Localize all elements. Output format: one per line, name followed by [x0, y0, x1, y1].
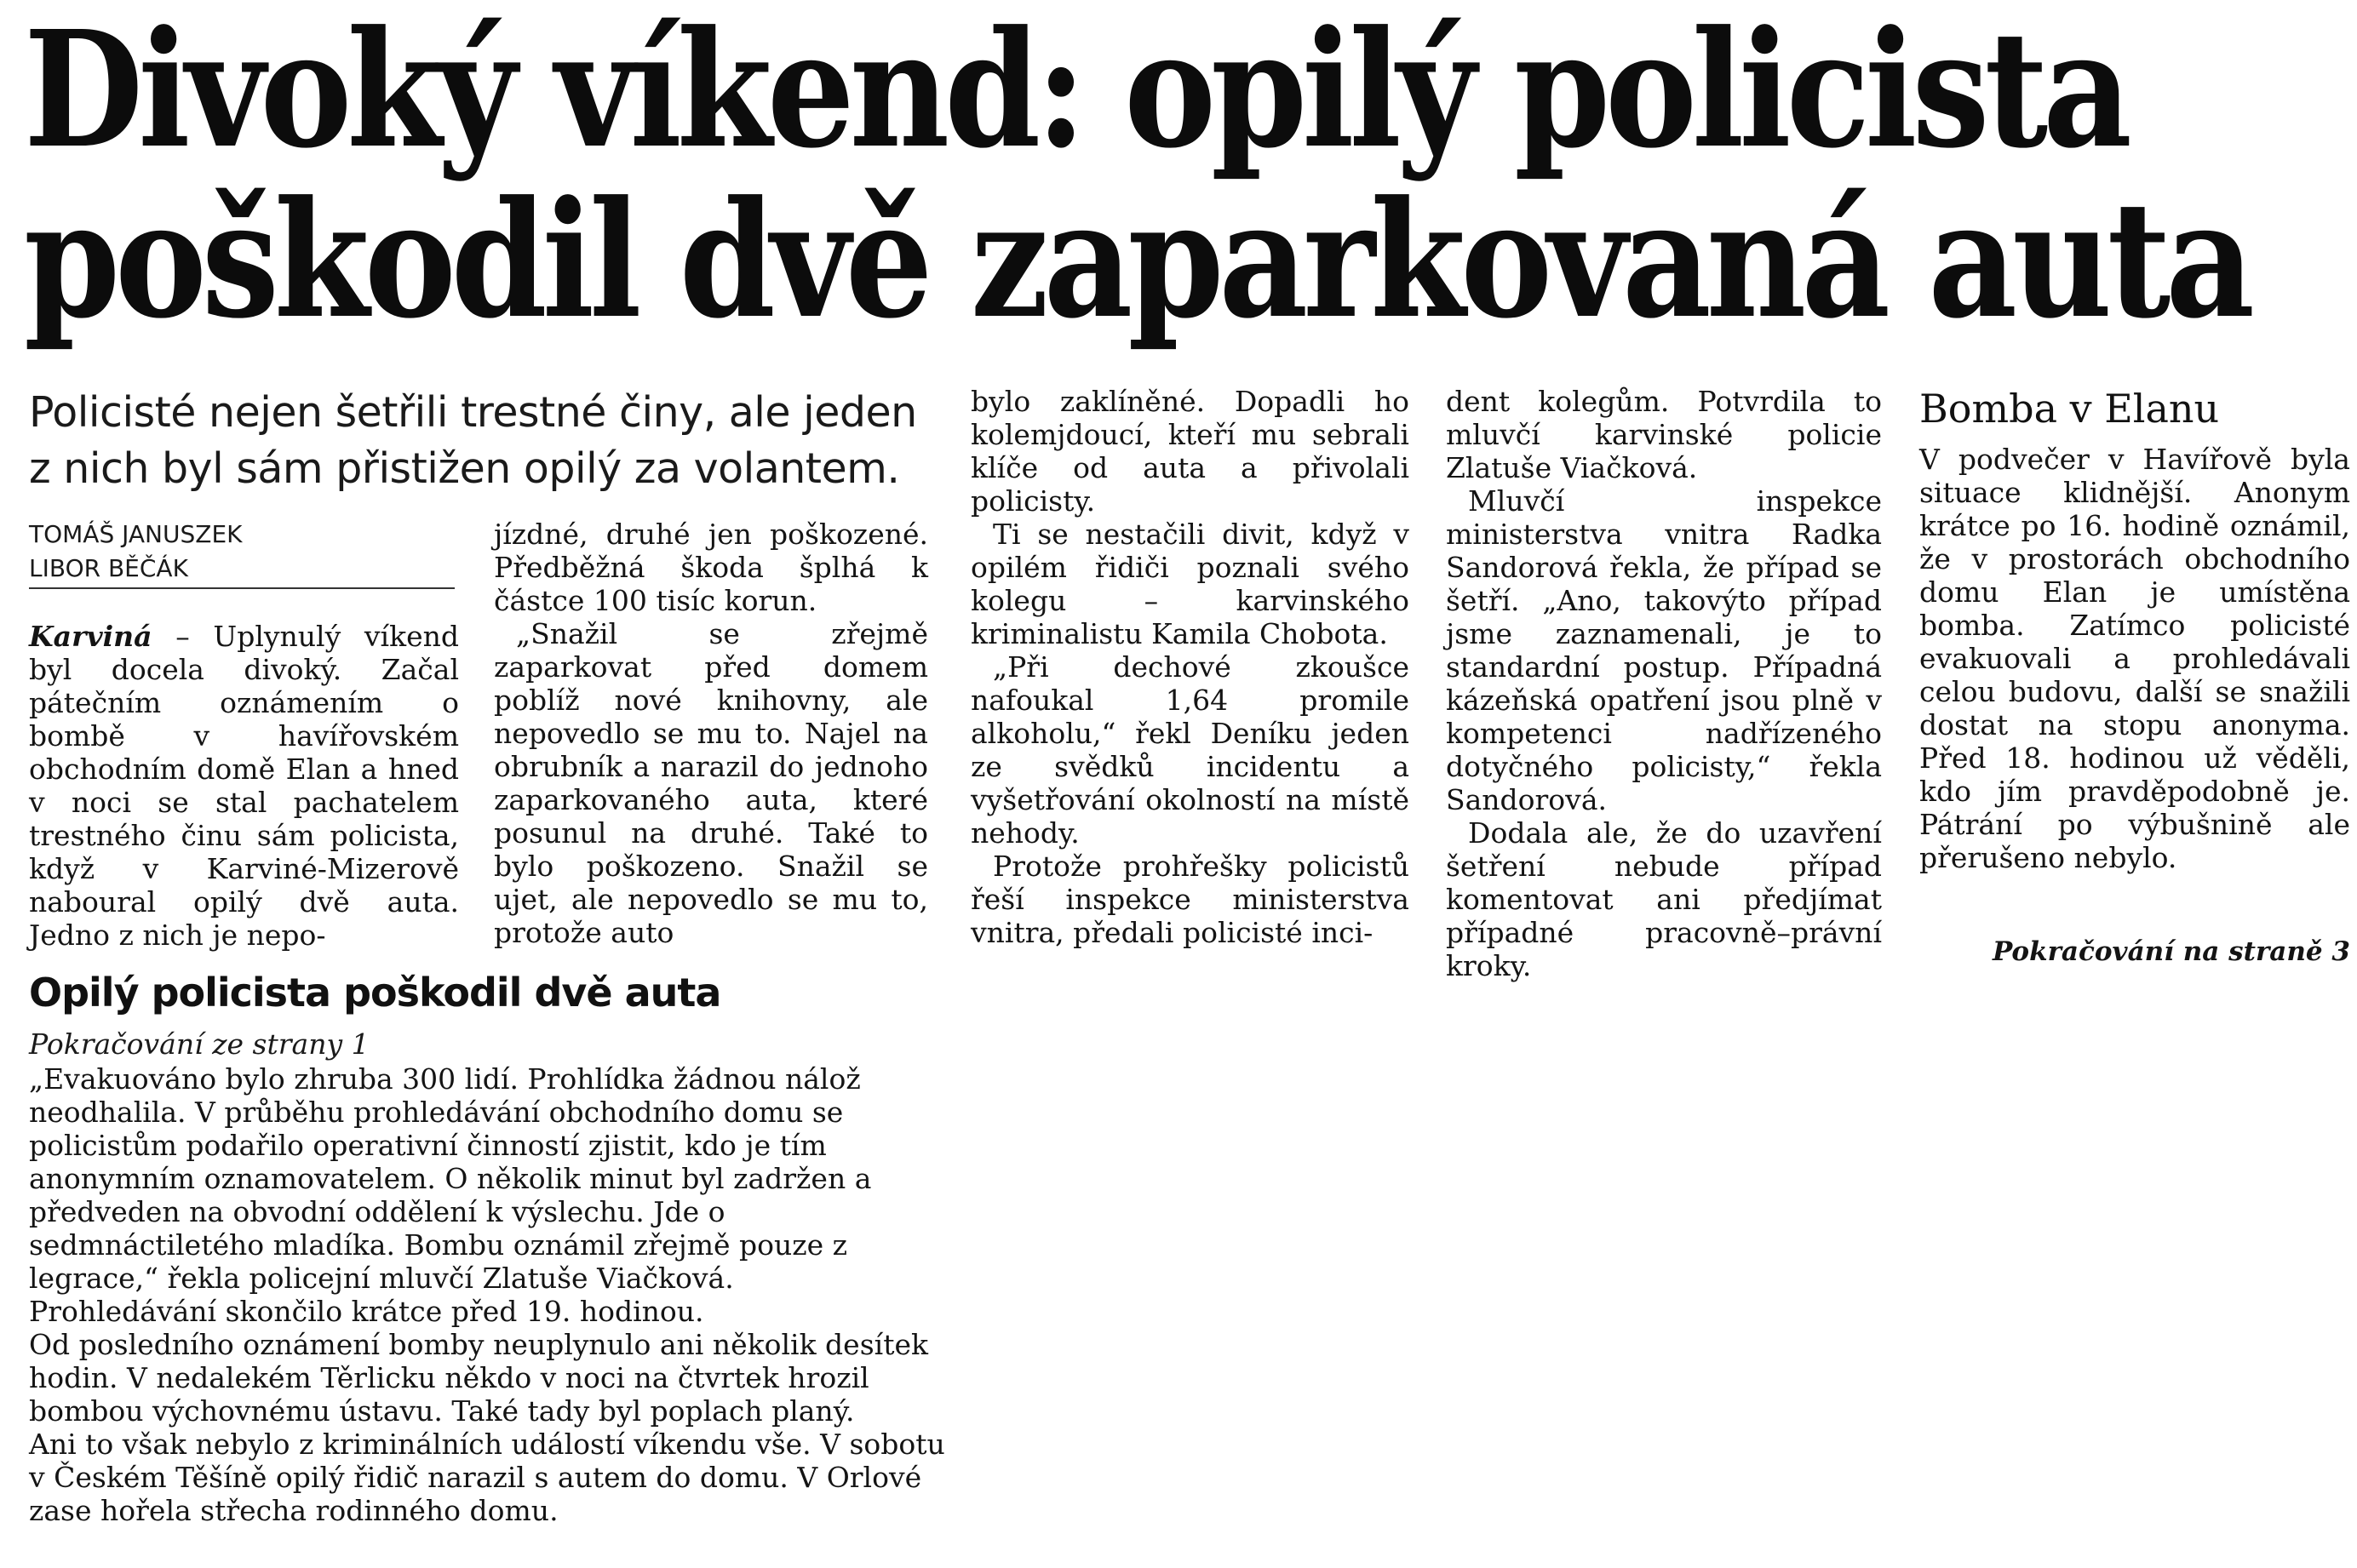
continued-note: Pokračování na straně 3 — [1992, 936, 2350, 967]
author-name: LIBOR BĚČÁK — [29, 554, 188, 582]
continuation-paragraph: Prohledávání skončilo krátce před 19. hodinou. — [29, 1295, 704, 1328]
article-paragraph: Mluvčí inspekce ministerstva vnitra Radka Sandorová řekla, že případ se šetří. „Ano, takovýto případ jsme zaznamenali, je to standardní postup. Případná kázeňská opatření jsou plně v kompetenci nadřízeného dotyčného policisty,“ řekla Sandorová. — [1446, 484, 1882, 816]
article-paragraph: Protože prohřešky policistů řeší inspekce ministerstva vnitra, předali policisté inci- — [971, 850, 1409, 949]
sidebar-paragraph: V podvečer v Havířově byla situace klidnější. Anonym krátce po 16. hodině oznámil, že v prostorách obchodního domu Elan je umístěna bomba. Zatímco policisté evakuovali a prohledávali celou budovu, další se snažili dostat na stopu anonyma. Před 18. hodinou už věděli, kdo jím pravděpodobně je. Pátrání po výbušnině ale přerušeno nebylo. — [1919, 443, 2350, 874]
article-paragraph: bylo zaklíněné. Dopadli ho kolemjdoucí, kteří mu sebrali klíče od auta a přivolali policisty. — [971, 385, 1409, 518]
article-paragraph: „Snažil se zřejmě zaparkovat před domem poblíž nové knihovny, ale nepovedlo se mu to. Najel na obrubník a narazil do jednoho zaparkovaného auta, které posunul na druhé. Také to bylo poškozeno. Snažil se ujet, ale nepovedlo se mu to, protože auto — [494, 617, 928, 949]
article-text: – Uplynulý víkend byl docela divoký. Začal pátečním oznámením o bombě v havířovském obchodním domě Elan a hned v noci se stal pachatelem trestného činu sám policista, když v Karviné-Mizerově naboural opilý dvě auta. Jedno z nich je nepo- — [29, 620, 459, 952]
continuation-title: Opilý policista poškodil dvě auta — [29, 970, 721, 1016]
lead-line-2: z nich byl sám přistižen opilý za volantem. — [29, 444, 900, 493]
lead-paragraph — [29, 385, 923, 497]
continuation-body — [29, 1062, 957, 1527]
sidebar-column — [1919, 443, 2350, 874]
author-name: TOMÁŠ JANUSZEK — [29, 520, 243, 548]
article-paragraph: Dodala ale, že do uzavření šetření nebude případ komentovat ani předjímat případné pracovně–právní kroky. — [1446, 816, 1882, 982]
byline-divider — [29, 587, 455, 589]
headline — [24, 0, 2251, 354]
byline — [29, 518, 455, 586]
article-paragraph: jízdné, druhé jen poškozené. Předběžná škoda šplhá k částce 100 tisíc korun. — [494, 518, 928, 617]
article-paragraph — [29, 620, 459, 952]
continuation-paragraph: Ani to však nebylo z kriminálních událostí víkendu vše. V sobotu v Českém Těšíně opilý řidič narazil s autem do domu. V Orlové zase hořela střecha rodinného domu. — [29, 1428, 945, 1527]
article-paragraph: „Při dechové zkoušce nafoukal 1,64 promile alkoholu,“ řekl Deníku jeden ze svědků incidentu a vyšetřování okolností na místě nehody. — [971, 650, 1409, 850]
dateline: Karviná — [29, 620, 152, 653]
headline-line-2: poškodil dvě zaparkovaná auta — [24, 166, 2251, 354]
lead-line-1: Policisté nejen šetřili trestné činy, ale jeden — [29, 388, 917, 437]
headline-line-1: Divoký víkend: opilý policista — [24, 0, 2127, 184]
article-column-1 — [29, 620, 459, 952]
continuation-from-note: Pokračování ze strany 1 — [29, 1027, 370, 1061]
sidebar-title: Bomba v Elanu — [1919, 386, 2220, 432]
continuation-paragraph: Od posledního oznámení bomby neuplynulo ani několik desítek hodin. V nedalekém Těrlicku někdo v noci na čtvrtek hrozil bombou výchovnému ústavu. Také tady byl poplach planý. — [29, 1328, 928, 1428]
article-paragraph: Ti se nestačili divit, když v opilém řidiči poznali svého kolegu – karvinského kriminalistu Kamila Chobota. — [971, 518, 1409, 650]
article-paragraph: dent kolegům. Potvrdila to mluvčí karvinské policie Zlatuše Viačková. — [1446, 385, 1882, 484]
article-column-3 — [971, 385, 1409, 949]
article-column-2 — [494, 518, 928, 949]
article-column-4 — [1446, 385, 1882, 982]
continuation-paragraph: „Evakuováno bylo zhruba 300 lidí. Prohlídka žádnou nálož neodhalila. V průběhu prohledávání obchodního domu se policistům podařilo operativní činností zjistit, kdo je tím anonymním oznamovatelem. O několik minut byl zadržen a předveden na obvodní oddělení k výslechu. Jde o sedmnáctiletého mladíka. Bombu oznámil zřejmě pouze z legrace,“ řekla policejní mluvčí Zlatuše Viačková. — [29, 1062, 872, 1295]
